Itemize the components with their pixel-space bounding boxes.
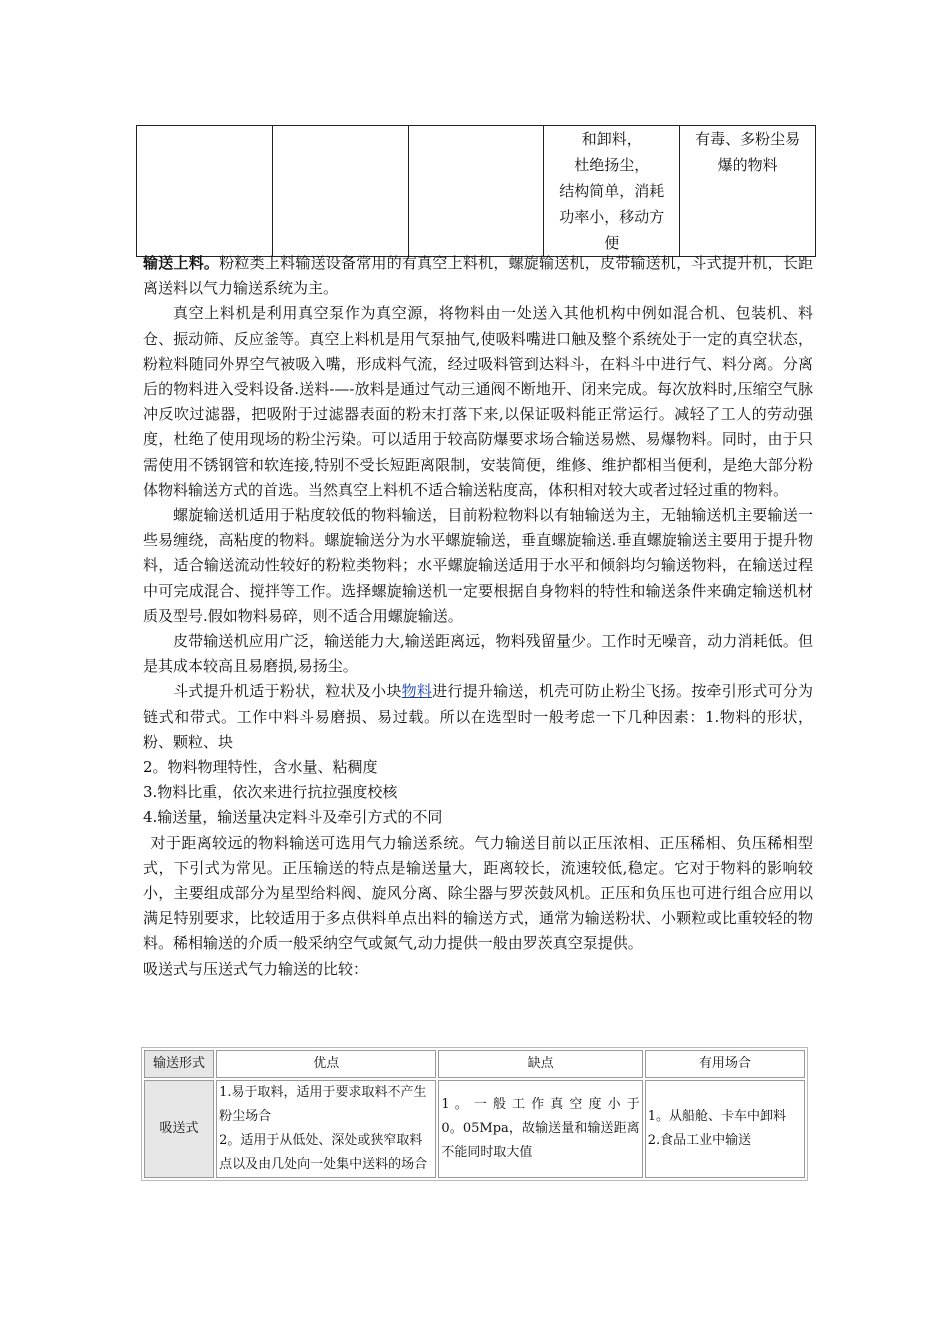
pneumatic-paragraph: 对于距离较远的物料输送可选用气力输送系统。气力输送目前以正压浓相、正压稀相、负压稀相型式，下引式为常见。正压输送的特点是输送量大，距离较长，流速较低,稳定。它对于物料的影响较小，主要组成部分为星型给料阀、旋风分离、除尘器与罗茨鼓风机。正压和负压也可进行组合应用以满足特别要求，比较适用于多点供料单点出料的输送方式，通常为输送粉状、小颗粒或比重较轻的物料。稀相输送的介质一般采纳空气或氮气,动力提供一般由罗茨真空泵提供。 (143, 833, 813, 953)
section-lead: 输送上料。 (143, 254, 220, 272)
bucket-text-pre: 斗式提升机适于粉状，粒状及小块 (173, 682, 402, 701)
bucket-text-post: 进行提升输送，机壳可防止粉尘飞扬。按牵引形式可分为链式和带式。工作中料斗易磨损、易过载。所以在选型时一般考虑一下几种因素：1.物料的形状，粉、颗粒、块 (143, 682, 813, 751)
belt-conveyor-paragraph: 皮带输送机应用广泛，输送能力大,输送距离远，物料残留量少。工作时无噪音，动力消耗低。但是其成本较高且易磨损,易扬尘。 (143, 632, 813, 676)
body-text (143, 251, 813, 982)
table-cell-usage (680, 126, 816, 257)
table-row (137, 126, 816, 257)
continuation-table (136, 125, 816, 257)
comparison-title: 吸送式与压送式气力输送的比较： (143, 959, 369, 978)
comparison-table (141, 1047, 808, 1181)
table-cell-advantages (544, 126, 680, 257)
intro-paragraph (143, 251, 813, 301)
bucket-elevator-paragraph (143, 679, 813, 755)
list-item: 4.输送量，输送量决定料斗及牵引方式的不同 (143, 808, 443, 827)
list-item: 3.物料比重，依次来进行抗拉强度校核 (143, 783, 398, 802)
list-item: 2。物料物理特性，含水量、粘稠度 (143, 758, 378, 777)
table-header-row (144, 1050, 805, 1078)
table-cell-empty-2 (272, 126, 408, 257)
cell-line: 便 (604, 234, 620, 252)
row-type: 吸送式 (144, 1080, 214, 1178)
vacuum-loader-paragraph: 真空上料机是利用真空泵作为真空源，将物料由一处送入其他机构中例如混合机、包装机、料仓、振动筛、反应釜等。真空上料机是用气泵抽气,使吸料嘴进口触及整个系统处于一定的真空状态，粉粒料随同外界空气被吸入嘴，形成料气流，经过吸料管到达料斗，在料斗中进行气、料分离。分离后的物料进入受料设备.送料-—-放料是通过气动三通阀不断地开、闭来完成。每次放料时,压缩空气脉冲反吹过滤器，把吸附于过滤器表面的粉末打落下来,以保证吸料能正常运行。减轻了工人的劳动强度，杜绝了使用现场的粉尘污染。可以适用于较高防爆要求场合输送易燃、易爆物料。同时，由于只需使用不锈钢管和软连接,特别不受长短距离限制，安装简便，维修、维护都相当便利，是绝大部分粉体物料输送方式的首选。当然真空上料机不适合输送粘度高，体积相对较大或者过轻过重的物料。 (143, 304, 813, 499)
cell-line: 和卸料， (581, 130, 642, 148)
intro-text: 粉粒类上料输送设备常用的有真空上料机，螺旋输送机，皮带输送机，斗式提升机，长距离送料以气力输送系统为主。 (143, 254, 813, 298)
row-advantages: 1.易于取料，适用于要求取料不产生粉尘场合 2。适用于从低处、深处或狭窄取料点以及由几处向一处集中送料的场合 (216, 1080, 436, 1178)
header-disadvantages: 缺点 (438, 1050, 642, 1078)
header-type: 输送形式 (144, 1050, 214, 1078)
table-row (144, 1080, 805, 1178)
cell-line: 功率小，移动方 (559, 208, 665, 226)
material-link[interactable]: 物料 (401, 682, 433, 701)
row-usage: 1。从船舱、卡车中卸料 2.食品工业中输送 (645, 1080, 805, 1178)
cell-line: 爆的物料 (717, 156, 778, 174)
cell-line: 结构简单，消耗 (559, 182, 665, 200)
screw-conveyor-paragraph: 螺旋输送机适用于粘度较低的物料输送，目前粉粒物料以有轴输送为主，无轴输送机主要输送一些易缠绕，高粘度的物料。螺旋输送分为水平螺旋输送，垂直螺旋输送.垂直螺旋输送主要用于提升物料，适合输送流动性较好的粉粒类物料；水平螺旋输送适用于水平和倾斜均匀输送物料，在输送过程中可完成混合、搅拌等工作。选择螺旋输送机一定要根据自身物料的特性和输送条件来确定输送机材质及型号.假如物料易碎，则不适合用螺旋输送。 (143, 506, 813, 625)
header-usage: 有用场合 (645, 1050, 805, 1078)
table-cell-empty-1 (137, 126, 273, 257)
cell-line: 有毒、多粉尘易 (695, 130, 801, 148)
row-disadvantages: 1 。 一 般 工 作 真 空 度 小 于 0。05Mpa，故输送量和输送距离不能同时取大值 (438, 1080, 642, 1178)
table-cell-empty-3 (408, 126, 544, 257)
header-advantages: 优点 (216, 1050, 436, 1078)
cell-line: 杜绝扬尘， (574, 156, 650, 174)
